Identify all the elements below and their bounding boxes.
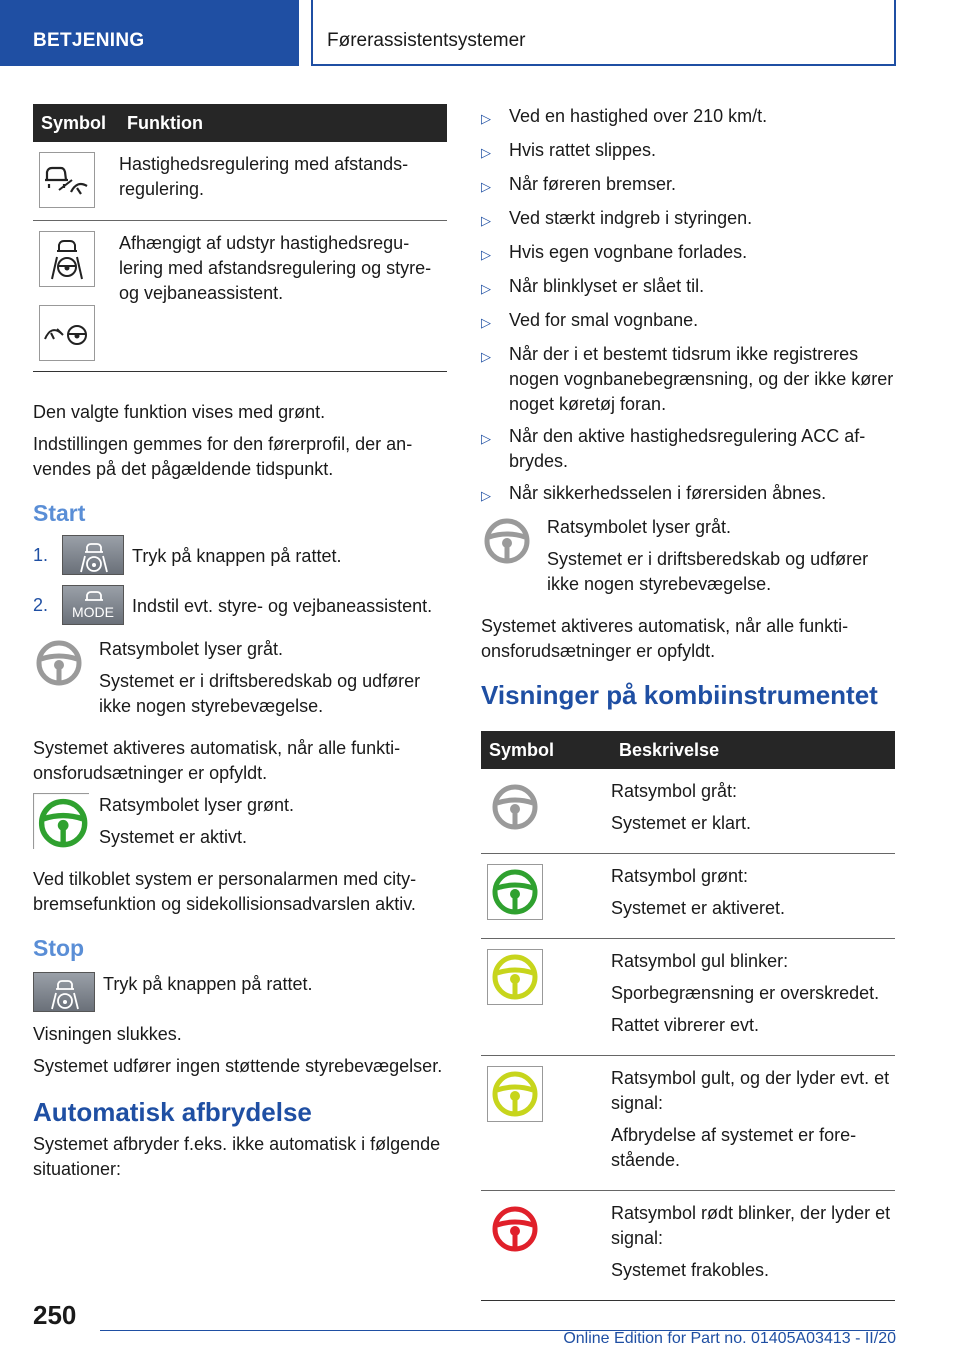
indicator-text: Ratsymbolet lyser gråt. [99,639,284,659]
step-text: Indstil evt. styre- og vejbaneassistent. [132,595,433,616]
paragraph: Indstillingen gemmes for den førerprofil, der anvendes på det pågældende tidspunkt. [33,434,413,479]
indicator-text: Systemet er i driftsberedskab og udfører ikke nogen styrebevægelse. [99,671,421,716]
chapter-title: Førerassistentsystemer [311,0,896,66]
steering-wheel-icon [487,1066,543,1122]
paragraph: Ved tilkoblet system er personalarmen med city-bremsefunktion og sidekollisionsadvarslen aktiv. [33,869,417,914]
steering-wheel-green-icon [33,793,89,849]
list-item: ▷ Når der i et bestemt tidsrum ikke registreres nogen vognbanebegrænsning, og der ikke kører noget køretøj foran. [481,344,894,414]
green-indicator-note [33,793,447,857]
page-number: 250 [33,1300,77,1330]
description-text: Ratsymbol gult, og der lyder evt. et signal: [611,1068,890,1113]
paragraph: Systemet aktiveres automatisk, når alle funktionsforudsætninger er opfyldt. [33,738,401,783]
step-number: 1. [33,545,49,565]
step-text: Tryk på knappen på rattet. [132,545,342,566]
start-heading: Start [33,500,86,526]
gray-indicator-note [481,515,895,604]
list-item: ▷ Ved en hastighed over 210 km/t. [481,106,768,126]
table-row [481,1191,895,1301]
description-text: Afbrydelse af systemet er forestående. [611,1125,857,1170]
acc-distance-icon [39,152,95,208]
table-row [33,142,447,221]
col-header-symbol: Symbol [33,104,119,142]
description-text: Ratsymbol grønt: [611,866,749,886]
description-text: Systemet frakobles. [611,1260,770,1280]
steering-wheel-gray-icon [33,637,85,689]
situation-list [481,104,895,508]
paragraph: Den valgte funktion vises med grønt. [33,402,326,422]
step-item [33,537,447,577]
list-item: ▷ Når den aktive hastighedsregulering ACC afbrydes. [481,426,866,471]
steering-lane-icon [39,231,95,287]
stop-text: Tryk på knappen på rattet. [103,974,313,994]
list-item: ▷ Når blinklyset er slået til. [481,276,705,296]
list-item: ▷ Ved stærkt indgreb i styringen. [481,208,753,228]
paragraph: Systemet udfører ingen støttende styrebevægelser. [33,1056,443,1076]
edition-text: Online Edition for Part no. 01405A03413 - II/20 [563,1330,896,1347]
mode-button-icon [62,585,124,625]
description-text: Rattet vibrerer evt. [611,1015,760,1035]
steering-wheel-icon [487,949,543,1005]
list-item: ▷ Hvis rattet slippes. [481,140,657,160]
steering-wheel-icon [487,864,543,920]
indicator-text: Systemet er aktivt. [99,827,248,847]
steering-assist-button-icon [62,535,124,575]
table-row [481,939,895,1056]
table-row [481,854,895,939]
description-text: Ratsymbol rødt blinker, der lyder et signal: [611,1203,891,1248]
steering-wheel-gray-icon [481,515,533,567]
auto-heading: Automatisk afbrydelse [33,1097,312,1127]
indicator-text: Ratsymbolet lyser gråt. [547,517,732,537]
list-item: ▷ Når sikkerhedsselen i førersiden åbnes. [481,483,827,503]
list-item: ▷ Ved for smal vognbane. [481,310,699,330]
stop-step [33,972,447,1012]
acc-steering-icon [39,305,95,361]
table-row [481,769,895,854]
paragraph: Systemet afbryder f.eks. ikke automatisk i følgende situationer: [33,1134,441,1179]
col-header-symbol: Symbol [481,731,611,769]
steering-wheel-icon [487,779,543,835]
step-item [33,587,447,627]
mode-button-label: MODE [72,604,114,620]
col-header-function: Funktion [119,104,447,142]
right-column [481,104,895,1301]
left-column [33,104,447,1189]
steering-assist-button-icon [33,972,95,1012]
table-row [481,1056,895,1191]
section-heading: Visninger på kombiinstrumentet [481,680,878,710]
list-item: ▷ Når føreren bremser. [481,174,677,194]
function-table [33,104,447,372]
description-text: Systemet er klart. [611,813,752,833]
paragraph: Visningen slukkes. [33,1024,182,1044]
indicator-text: Systemet er i driftsberedskab og udfører ikke nogen styrebevægelse. [547,549,869,594]
description-text: Systemet er aktiveret. [611,898,786,918]
step-number: 2. [33,595,49,615]
description-text: Sporbegrænsning er overskredet. [611,983,880,1003]
description-table [481,731,895,1301]
section-tab: BETJENING [0,0,299,66]
page-header [0,0,960,66]
indicator-text: Ratsymbolet lyser grønt. [99,795,295,815]
function-text: Afhængigt af udstyr hastighedsregulering med afstandsregulering og styre- og vejbaneassistent. [119,221,447,372]
description-text: Ratsymbol gråt: [611,781,738,801]
function-text: Hastighedsregulering med afstandsregulering. [119,142,447,221]
table-row [33,221,447,372]
paragraph: Systemet aktiveres automatisk, når alle funktionsforudsætninger er opfyldt. [481,616,849,661]
col-header-description: Beskrivelse [611,731,895,769]
stop-heading: Stop [33,935,85,961]
list-item: ▷ Hvis egen vognbane forlades. [481,242,748,262]
steering-wheel-icon [487,1201,543,1257]
gray-indicator-note [33,637,447,726]
description-text: Ratsymbol gul blinker: [611,951,789,971]
